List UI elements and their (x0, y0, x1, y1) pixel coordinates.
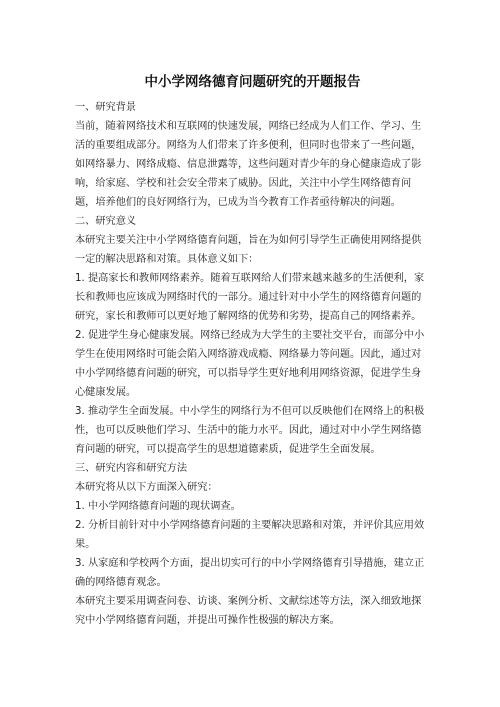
section-heading-significance: 二、研究意义 (75, 216, 137, 227)
section-heading-methods: 三、研究内容和研究方法 (75, 463, 188, 474)
document-body (75, 98, 430, 630)
methods-intro: 本研究将从以下方面深入研究： (75, 482, 218, 493)
methods-closing: 本研究主要采用调查问卷、访谈、案例分析、文献综述等方法，深入细致地探究中小学网络德育问题，并提出可操作性极强的解决方案。 (75, 596, 422, 626)
methods-item-1: 1. 中小学网络德育问题的现状调查。 (75, 501, 241, 512)
significance-item-3: 3. 推动学生全面发展。中小学生的网络行为不但可以反映他们在网络上的积极性，也可以反映他们学习、生活中的能力水平。因此，通过对中小学生网络德育问题的研究，可以提高学生的思想道德素质，促进学生全面发展。 (75, 406, 425, 455)
methods-item-2: 2. 分析目前针对中小学网络德育问题的主要解决思路和对策，并评价其应用效果。 (75, 520, 425, 550)
significance-item-1: 1. 提高家长和教师网络素养。随着互联网给人们带来越来越多的生活便利，家长和教师也应该成为网络时代的一部分。通过针对中小学生的网络德育问题的研究，家长和教师可以更好地了解网络的优势和劣势，提高自己的网络素养。 (75, 273, 425, 322)
section-heading-background: 一、研究背景 (75, 102, 137, 113)
document-title: 中小学网络德育问题研究的开题报告 (144, 74, 361, 90)
significance-item-2: 2. 促进学生身心健康发展。网络已经成为大学生的主要社交平台，而部分中小学生在使用网络时可能会陷入网络游戏成瘾、网络暴力等问题。因此，通过对中小学网络德育问题的研究，可以指导学生更好地利用网络资源，促进学生身心健康发展。 (75, 330, 425, 398)
significance-intro: 本研究主要关注中小学网络德育问题，旨在为如何引导学生正确使用网络提供一定的解决思路和对策。具体意义如下： (75, 235, 422, 265)
methods-item-3: 3. 从家庭和学校两个方面，提出切实可行的中小学网络德育引导措施，建立正确的网络德育观念。 (75, 558, 425, 588)
background-paragraph: 当前，随着网络技术和互联网的快速发展，网络已经成为人们工作、学习、生活的重要组成部分。网络为人们带来了许多便利，但同时也带来了一些问题，如网络暴力、网络成瘾、信息泄露等，这些问题对青少年的身心健康造成了影响，给家庭、学校和社会安全带来了威胁。因此，关注中小学生网络德育问题，培养他们的良好网络行为，已成为当今教育工作者亟待解决的问题。 (75, 121, 422, 208)
